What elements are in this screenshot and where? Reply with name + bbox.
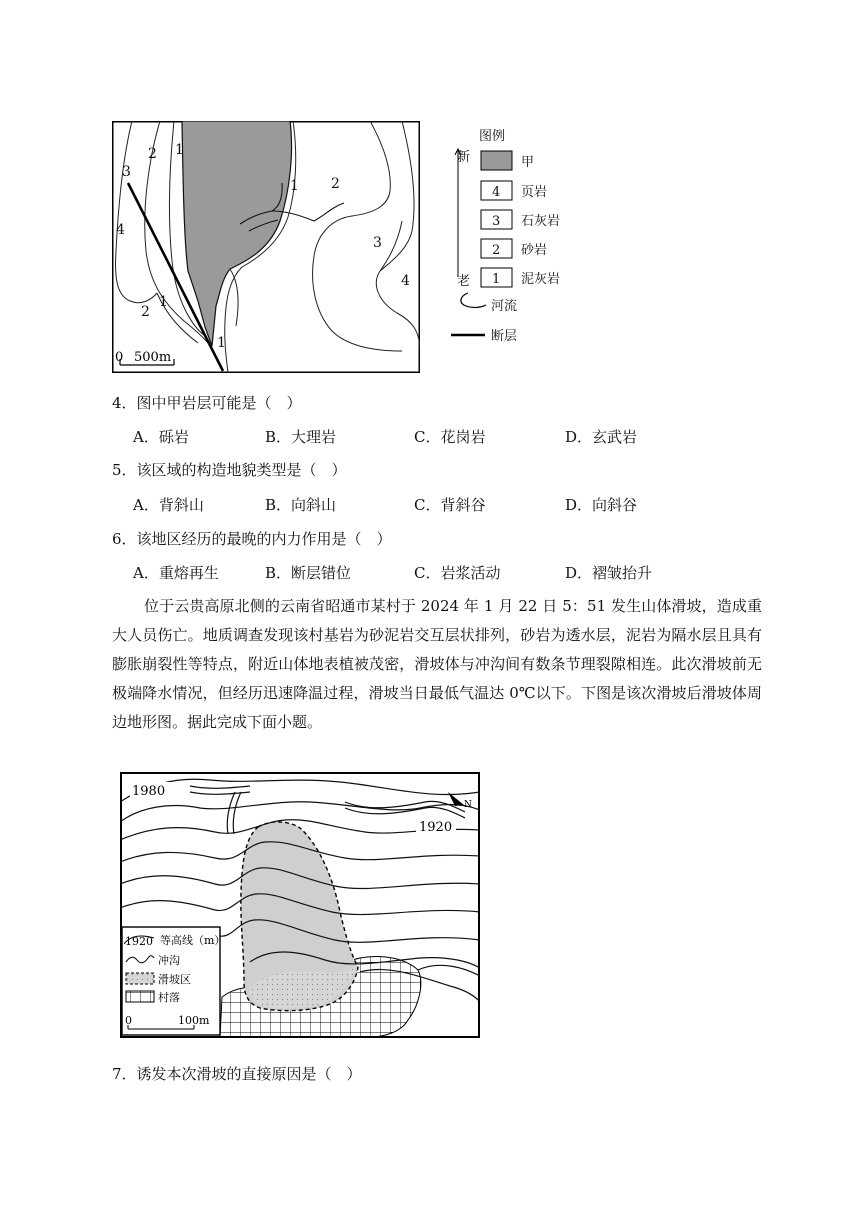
legend-box-num: 2: [492, 243, 501, 258]
legend-contour-sample: 1920: [125, 935, 153, 948]
q4-option-c[interactable]: C．花岗岩: [414, 428, 486, 446]
q6-option-d[interactable]: D．褶皱抬升: [565, 564, 653, 582]
question-6-stem: 6．该地区经历的最晚的内力作用是（ ）: [112, 530, 392, 548]
q6-option-b[interactable]: B．断层错位: [265, 564, 352, 582]
scale-zero: 0: [115, 350, 124, 365]
river-icon: [461, 293, 486, 308]
q4-option-d[interactable]: D．玄武岩: [565, 428, 638, 446]
q6-option-c[interactable]: C．岩浆活动: [414, 564, 501, 582]
question-4-stem: 4．图中甲岩层可能是（ ）: [112, 394, 302, 412]
layer-label: 2: [148, 146, 157, 162]
q4-option-a[interactable]: A．砾岩: [133, 428, 189, 446]
north-label: N: [464, 800, 472, 810]
legend-box-num: 1: [492, 272, 501, 287]
scale-label: 500m: [134, 350, 172, 365]
layer-label: 1: [175, 142, 184, 158]
layer-label: 3: [373, 235, 382, 251]
legend-fault: 断层: [491, 329, 518, 344]
legend-landslide: 滑坡区: [158, 973, 191, 986]
geology-legend: [446, 125, 576, 350]
geology-map: [112, 121, 420, 373]
landslide-topo-map: [120, 772, 480, 1038]
layer-label: 1: [159, 294, 168, 310]
layer-label: 3: [122, 164, 131, 180]
legend-item-label: 甲: [521, 155, 535, 170]
layer-label: 4: [116, 222, 125, 238]
map2-legend: [122, 927, 225, 1035]
layer-label: 4: [401, 273, 410, 289]
legend-item-label: 砂岩: [521, 243, 548, 258]
layer-label: 2: [331, 176, 340, 192]
layer-label: 1: [217, 335, 226, 351]
q5-option-c[interactable]: C．背斜谷: [414, 496, 486, 514]
passage-text: 位于云贵高原北侧的云南省昭通市某村于 2024 年 1 月 22 日 5：51 发生山体滑坡，造成重大人员伤亡。地质调查发现该村基岩为砂泥岩交互层状排列，砂岩为透水层，泥岩为隔水层且具有膨胀崩裂性等特点，附近山体地表植被茂密，滑坡体与冲沟间有数条节理裂隙相连。此次滑坡前无极端降水情况，但经历迅速降温过程，滑坡当日最低气温达 0℃以下。下图是该次滑坡后滑坡体周边地形图。据此完成下面小题。: [112, 597, 762, 731]
legend-title: 图例: [479, 129, 506, 144]
question-7-stem: 7．诱发本次滑坡的直接原因是（ ）: [112, 1065, 362, 1083]
legend-contour: 等高线（m）: [160, 934, 226, 947]
legend-item-label: 石灰岩: [521, 214, 561, 229]
layer-label: 1: [290, 178, 299, 194]
legend-box-num: 3: [492, 214, 501, 229]
q6-option-a[interactable]: A．重熔再生: [133, 564, 219, 582]
legend-new: 新: [457, 150, 471, 165]
contour-label-1980: 1980: [132, 784, 166, 799]
question-5-stem: 5．该区域的构造地貌类型是（ ）: [112, 461, 347, 479]
q5-option-b[interactable]: B．向斜山: [265, 496, 337, 514]
q4-option-b[interactable]: B．大理岩: [265, 428, 337, 446]
contour-label-1920: 1920: [419, 820, 453, 835]
legend-box-num: 4: [492, 185, 501, 200]
legend-old: 老: [457, 274, 471, 289]
q5-option-d[interactable]: D．向斜谷: [565, 496, 638, 514]
legend-river: 河流: [491, 299, 518, 314]
q5-option-a[interactable]: A．背斜山: [133, 496, 204, 514]
scale-zero-2: 0: [125, 1014, 132, 1027]
legend-item-label: 泥灰岩: [521, 272, 561, 287]
legend-item-label: 页岩: [521, 185, 548, 200]
legend-gully: 冲沟: [158, 954, 180, 967]
passage: [112, 592, 762, 737]
legend-village: 村落: [158, 991, 180, 1004]
scale-label-2: 100m: [178, 1014, 210, 1027]
layer-label: 2: [141, 304, 150, 320]
